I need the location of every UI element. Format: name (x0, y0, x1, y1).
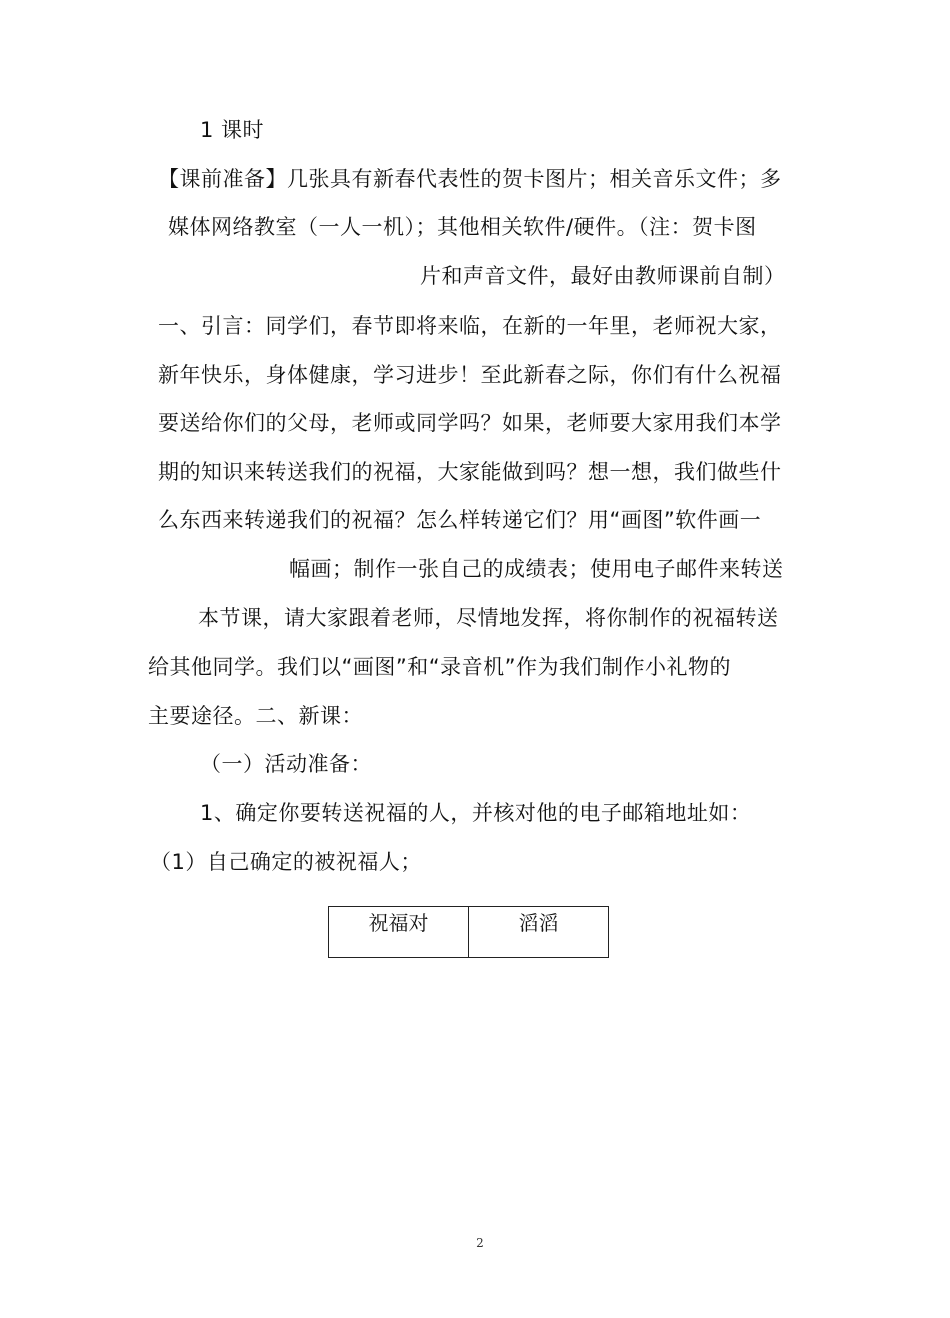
lesson-line-1: 本节课，请大家跟着老师，尽情地发挥，将你制作的祝福转送 (198, 606, 779, 630)
intro-line-1: 一、引言：同学们，春节即将来临，在新的一年里，老师祝大家， (158, 314, 782, 338)
lesson-line-3: 主要途径。二、新课： (148, 704, 363, 728)
intro-line-5: 么东西来转递我们的祝福？怎么样转递它们？用“画图”软件画一 (158, 508, 762, 532)
recipient-name-cell: 滔滔 (468, 907, 608, 957)
prep-line-3: 片和声音文件，最好由教师课前自制） (420, 264, 786, 288)
page-number: 2 (476, 1236, 484, 1250)
step-1-sub-1: （1）自己确定的被祝福人； (150, 850, 422, 874)
intro-line-6: 幅画；制作一张自己的成绩表；使用电子邮件来转送 (289, 557, 784, 581)
activity-heading: （一）活动准备： (200, 752, 372, 776)
lesson-duration: 1 课时 (200, 118, 265, 142)
intro-line-4: 期的知识来转送我们的祝福，大家能做到吗？想一想，我们做些什 (158, 460, 782, 484)
prep-line-2: 媒体网络教室（一人一机）；其他相关软件/硬件。（注：贺卡图 (168, 215, 757, 239)
lesson-line-2: 给其他同学。我们以“画图”和“录音机”作为我们制作小礼物的 (148, 655, 732, 679)
recipient-label-cell: 祝福对 (368, 911, 429, 935)
recipient-table (328, 906, 609, 958)
intro-line-2: 新年快乐，身体健康，学习进步！至此新春之际，你们有什么祝福 (158, 363, 782, 387)
prep-line-1: 【课前准备】几张具有新春代表性的贺卡图片；相关音乐文件；多 (158, 167, 782, 191)
intro-line-3: 要送给你们的父母，老师或同学吗？如果，老师要大家用我们本学 (158, 411, 782, 435)
step-1: 1、确定你要转送祝福的人，并核对他的电子邮箱地址如： (200, 801, 752, 825)
